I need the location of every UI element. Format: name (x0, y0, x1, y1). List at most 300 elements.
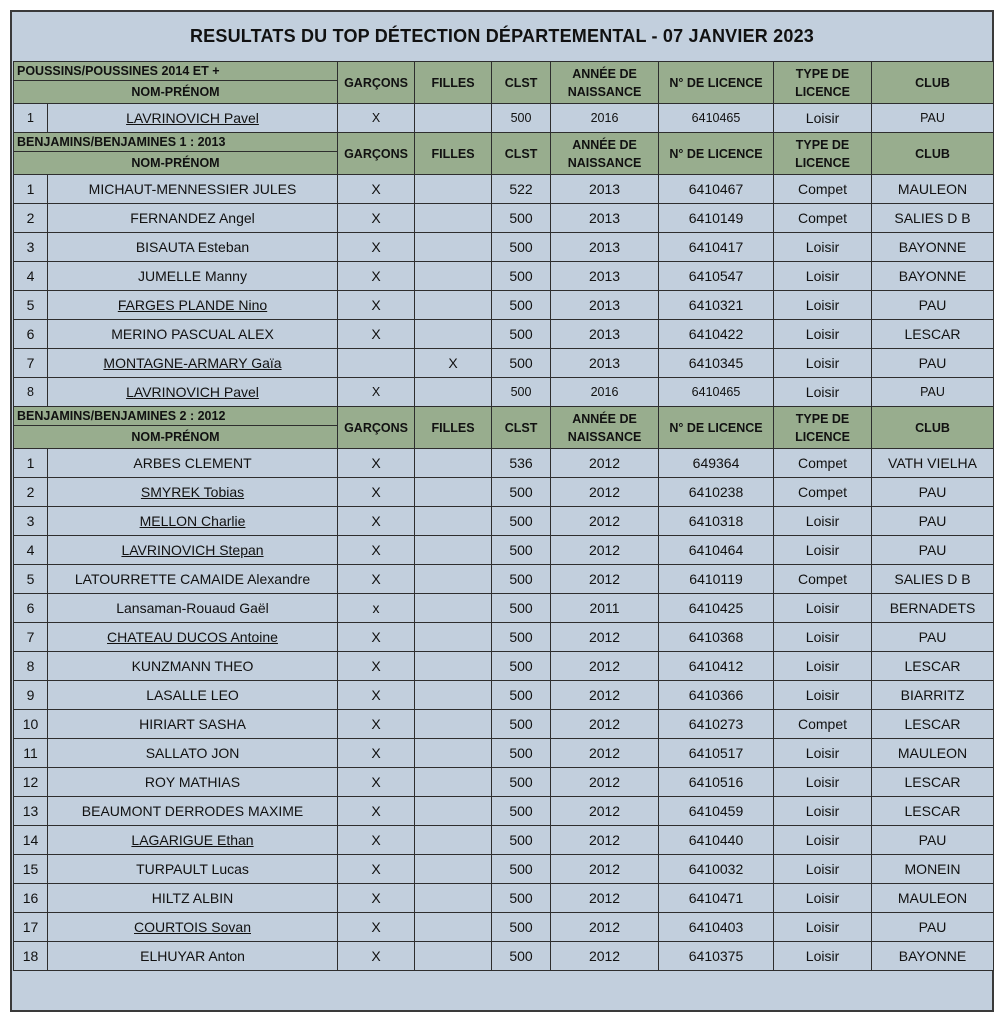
year-cell: 2012 (551, 884, 659, 913)
filles-cell (415, 291, 492, 320)
club-cell: LESCAR (872, 710, 994, 739)
col-header-filles: FILLES (415, 133, 492, 175)
year-cell: 2012 (551, 623, 659, 652)
year-cell: 2013 (551, 233, 659, 262)
col-header-garcons: GARÇONS (338, 133, 415, 175)
type-cell: Loisir (774, 913, 872, 942)
garcons-cell: X (338, 320, 415, 349)
garcons-cell: X (338, 378, 415, 407)
type-cell: Loisir (774, 378, 872, 407)
year-cell: 2012 (551, 739, 659, 768)
clst-cell: 500 (492, 233, 551, 262)
licence-cell: 6410375 (659, 942, 774, 971)
filles-cell (415, 739, 492, 768)
results-sheet (10, 10, 994, 1012)
table-row (14, 913, 994, 942)
clst-cell: 500 (492, 204, 551, 233)
licence-cell: 6410149 (659, 204, 774, 233)
club-cell: BIARRITZ (872, 681, 994, 710)
garcons-cell: X (338, 797, 415, 826)
club-cell: BAYONNE (872, 233, 994, 262)
year-cell: 2016 (551, 104, 659, 133)
category-label: POUSSINS/POUSSINES 2014 ET + (14, 62, 338, 81)
filles-cell (415, 942, 492, 971)
col-header-licence: N° DE LICENCE (659, 62, 774, 104)
licence-cell: 649364 (659, 449, 774, 478)
name-cell: MONTAGNE-ARMARY Gaïa (48, 349, 338, 378)
garcons-cell: X (338, 175, 415, 204)
clst-cell: 500 (492, 349, 551, 378)
rank-cell: 7 (14, 349, 48, 378)
garcons-cell: X (338, 739, 415, 768)
year-cell: 2012 (551, 478, 659, 507)
filles-cell (415, 855, 492, 884)
type-cell: Loisir (774, 739, 872, 768)
type-cell: Compet (774, 175, 872, 204)
filles-cell (415, 826, 492, 855)
licence-cell: 6410412 (659, 652, 774, 681)
table-row (14, 652, 994, 681)
club-cell: BERNADETS (872, 594, 994, 623)
garcons-cell: X (338, 536, 415, 565)
table-row (14, 204, 994, 233)
col-header-type-line-2: LICENCE (795, 155, 850, 170)
club-cell: BAYONNE (872, 262, 994, 291)
rank-cell: 14 (14, 826, 48, 855)
club-cell: PAU (872, 378, 994, 407)
club-cell: PAU (872, 507, 994, 536)
club-cell: MAULEON (872, 884, 994, 913)
col-header-nom: NOM-PRÉNOM (14, 426, 338, 449)
filles-cell (415, 768, 492, 797)
col-header-annee-line-2: NAISSANCE (567, 429, 642, 444)
type-cell: Loisir (774, 349, 872, 378)
clst-cell: 500 (492, 478, 551, 507)
rank-cell: 13 (14, 797, 48, 826)
licence-cell: 6410238 (659, 478, 774, 507)
licence-cell: 6410368 (659, 623, 774, 652)
filles-cell (415, 652, 492, 681)
type-cell: Loisir (774, 507, 872, 536)
licence-cell: 6410345 (659, 349, 774, 378)
table-row (14, 768, 994, 797)
clst-cell: 500 (492, 826, 551, 855)
licence-cell: 6410440 (659, 826, 774, 855)
club-cell: PAU (872, 826, 994, 855)
club-cell: MAULEON (872, 739, 994, 768)
club-cell: LESCAR (872, 768, 994, 797)
rank-cell: 5 (14, 291, 48, 320)
clst-cell: 500 (492, 884, 551, 913)
rank-cell: 12 (14, 768, 48, 797)
filles-cell (415, 175, 492, 204)
type-cell: Loisir (774, 826, 872, 855)
table-row (14, 175, 994, 204)
filles-cell (415, 449, 492, 478)
table-row (14, 449, 994, 478)
rank-cell: 1 (14, 175, 48, 204)
table-row (14, 710, 994, 739)
year-cell: 2013 (551, 349, 659, 378)
name-cell: ROY MATHIAS (48, 768, 338, 797)
year-cell: 2013 (551, 320, 659, 349)
name-cell: MERINO PASCUAL ALEX (48, 320, 338, 349)
filles-cell (415, 204, 492, 233)
name-cell: ARBES CLEMENT (48, 449, 338, 478)
table-row (14, 478, 994, 507)
filles-cell (415, 104, 492, 133)
garcons-cell: X (338, 913, 415, 942)
club-cell: PAU (872, 349, 994, 378)
col-header-type-line-1: TYPE DE (795, 137, 850, 152)
licence-cell: 6410464 (659, 536, 774, 565)
year-cell: 2013 (551, 175, 659, 204)
results-table-body (14, 62, 994, 971)
category-label: BENJAMINS/BENJAMINES 2 : 2012 (14, 407, 338, 426)
name-cell: LAGARIGUE Ethan (48, 826, 338, 855)
col-header-club: CLUB (872, 133, 994, 175)
garcons-cell: X (338, 233, 415, 262)
type-cell: Loisir (774, 594, 872, 623)
garcons-cell: X (338, 855, 415, 884)
name-cell: FARGES PLANDE Nino (48, 291, 338, 320)
licence-cell: 6410425 (659, 594, 774, 623)
type-cell: Loisir (774, 233, 872, 262)
clst-cell: 500 (492, 378, 551, 407)
type-cell: Loisir (774, 797, 872, 826)
rank-cell: 1 (14, 104, 48, 133)
col-header-type-line-2: LICENCE (795, 84, 850, 99)
table-row (14, 233, 994, 262)
name-cell: SALLATO JON (48, 739, 338, 768)
year-cell: 2012 (551, 826, 659, 855)
garcons-cell: X (338, 710, 415, 739)
col-header-garcons: GARÇONS (338, 62, 415, 104)
col-header-nom: NOM-PRÉNOM (14, 81, 338, 104)
rank-cell: 3 (14, 233, 48, 262)
table-row (14, 681, 994, 710)
rank-cell: 10 (14, 710, 48, 739)
club-cell: PAU (872, 536, 994, 565)
clst-cell: 500 (492, 291, 551, 320)
licence-cell: 6410547 (659, 262, 774, 291)
clst-cell: 500 (492, 768, 551, 797)
club-cell: PAU (872, 104, 994, 133)
garcons-cell: X (338, 768, 415, 797)
name-cell: LATOURRETTE CAMAIDE Alexandre (48, 565, 338, 594)
rank-cell: 5 (14, 565, 48, 594)
name-cell: TURPAULT Lucas (48, 855, 338, 884)
garcons-cell: X (338, 507, 415, 536)
licence-cell: 6410516 (659, 768, 774, 797)
name-cell: CHATEAU DUCOS Antoine (48, 623, 338, 652)
rank-cell: 2 (14, 204, 48, 233)
name-cell: HIRIART SASHA (48, 710, 338, 739)
year-cell: 2012 (551, 681, 659, 710)
licence-cell: 6410119 (659, 565, 774, 594)
club-cell: SALIES D B (872, 204, 994, 233)
clst-cell: 500 (492, 320, 551, 349)
col-header-club: CLUB (872, 407, 994, 449)
col-header-annee-line-2: NAISSANCE (567, 84, 642, 99)
col-header-filles: FILLES (415, 62, 492, 104)
rank-cell: 3 (14, 507, 48, 536)
clst-cell: 500 (492, 739, 551, 768)
licence-cell: 6410459 (659, 797, 774, 826)
rank-cell: 6 (14, 320, 48, 349)
licence-cell: 6410417 (659, 233, 774, 262)
filles-cell (415, 681, 492, 710)
club-cell: LESCAR (872, 320, 994, 349)
filles-cell (415, 565, 492, 594)
col-header-annee-line-2: NAISSANCE (567, 155, 642, 170)
col-header-clst: CLST (492, 133, 551, 175)
rank-cell: 15 (14, 855, 48, 884)
filles-cell (415, 710, 492, 739)
col-header-annee-line-1: ANNÉE DE (572, 137, 637, 152)
name-cell: MELLON Charlie (48, 507, 338, 536)
name-cell: LAVRINOVICH Pavel (48, 378, 338, 407)
clst-cell: 500 (492, 262, 551, 291)
col-header-type (774, 407, 872, 449)
page-title: RESULTATS DU TOP DÉTECTION DÉPARTEMENTAL - 07 JANVIER 2023 (189, 26, 815, 46)
col-header-licence: N° DE LICENCE (659, 407, 774, 449)
type-cell: Compet (774, 710, 872, 739)
col-header-annee-line-1: ANNÉE DE (572, 66, 637, 81)
name-cell: COURTOIS Sovan (48, 913, 338, 942)
filles-cell: X (415, 349, 492, 378)
table-row (14, 349, 994, 378)
name-cell: FERNANDEZ Angel (48, 204, 338, 233)
col-header-annee (551, 62, 659, 104)
licence-cell: 6410467 (659, 175, 774, 204)
rank-cell: 2 (14, 478, 48, 507)
rank-cell: 17 (14, 913, 48, 942)
type-cell: Loisir (774, 942, 872, 971)
licence-cell: 6410465 (659, 378, 774, 407)
clst-cell: 536 (492, 449, 551, 478)
type-cell: Compet (774, 204, 872, 233)
col-header-clst: CLST (492, 407, 551, 449)
name-cell: JUMELLE Manny (48, 262, 338, 291)
clst-cell: 500 (492, 681, 551, 710)
licence-cell: 6410471 (659, 884, 774, 913)
name-cell: LAVRINOVICH Pavel (48, 104, 338, 133)
section-header-row (14, 133, 994, 152)
col-header-licence: N° DE LICENCE (659, 133, 774, 175)
clst-cell: 500 (492, 797, 551, 826)
licence-cell: 6410517 (659, 739, 774, 768)
year-cell: 2013 (551, 204, 659, 233)
table-row (14, 797, 994, 826)
clst-cell: 500 (492, 594, 551, 623)
licence-cell: 6410366 (659, 681, 774, 710)
rank-cell: 7 (14, 623, 48, 652)
club-cell: PAU (872, 478, 994, 507)
name-cell: LAVRINOVICH Stepan (48, 536, 338, 565)
col-header-clst: CLST (492, 62, 551, 104)
rank-cell: 18 (14, 942, 48, 971)
filles-cell (415, 536, 492, 565)
clst-cell: 500 (492, 710, 551, 739)
type-cell: Loisir (774, 104, 872, 133)
club-cell: VATH VIELHA (872, 449, 994, 478)
year-cell: 2012 (551, 913, 659, 942)
garcons-cell: X (338, 262, 415, 291)
filles-cell (415, 594, 492, 623)
col-header-annee (551, 133, 659, 175)
filles-cell (415, 884, 492, 913)
name-cell: LASALLE LEO (48, 681, 338, 710)
table-row (14, 826, 994, 855)
table-row (14, 507, 994, 536)
clst-cell: 522 (492, 175, 551, 204)
col-header-type (774, 62, 872, 104)
clst-cell: 500 (492, 536, 551, 565)
table-row (14, 104, 994, 133)
type-cell: Loisir (774, 536, 872, 565)
year-cell: 2012 (551, 565, 659, 594)
type-cell: Loisir (774, 320, 872, 349)
year-cell: 2013 (551, 262, 659, 291)
col-header-type-line-1: TYPE DE (795, 66, 850, 81)
club-cell: BAYONNE (872, 942, 994, 971)
licence-cell: 6410318 (659, 507, 774, 536)
results-table (13, 61, 994, 971)
garcons-cell: X (338, 291, 415, 320)
clst-cell: 500 (492, 855, 551, 884)
name-cell: ELHUYAR Anton (48, 942, 338, 971)
name-cell: SMYREK Tobias (48, 478, 338, 507)
col-header-type-line-2: LICENCE (795, 429, 850, 444)
type-cell: Loisir (774, 291, 872, 320)
rank-cell: 9 (14, 681, 48, 710)
rank-cell: 1 (14, 449, 48, 478)
table-row (14, 623, 994, 652)
filles-cell (415, 797, 492, 826)
year-cell: 2012 (551, 652, 659, 681)
year-cell: 2013 (551, 291, 659, 320)
garcons-cell: X (338, 449, 415, 478)
type-cell: Loisir (774, 652, 872, 681)
filles-cell (415, 233, 492, 262)
club-cell: MAULEON (872, 175, 994, 204)
type-cell: Loisir (774, 623, 872, 652)
garcons-cell: X (338, 884, 415, 913)
col-header-type (774, 133, 872, 175)
rank-cell: 16 (14, 884, 48, 913)
year-cell: 2011 (551, 594, 659, 623)
clst-cell: 500 (492, 623, 551, 652)
clst-cell: 500 (492, 652, 551, 681)
filles-cell (415, 378, 492, 407)
clst-cell: 500 (492, 913, 551, 942)
garcons-cell: X (338, 652, 415, 681)
table-row (14, 536, 994, 565)
year-cell: 2016 (551, 378, 659, 407)
col-header-annee-line-1: ANNÉE DE (572, 411, 637, 426)
garcons-cell: x (338, 594, 415, 623)
section-header-row (14, 407, 994, 426)
name-cell: KUNZMANN THEO (48, 652, 338, 681)
clst-cell: 500 (492, 942, 551, 971)
name-cell: MICHAUT-MENNESSIER JULES (48, 175, 338, 204)
garcons-cell: X (338, 942, 415, 971)
name-cell: HILTZ ALBIN (48, 884, 338, 913)
garcons-cell: X (338, 478, 415, 507)
licence-cell: 6410321 (659, 291, 774, 320)
rank-cell: 4 (14, 262, 48, 291)
table-row (14, 378, 994, 407)
filles-cell (415, 478, 492, 507)
licence-cell: 6410422 (659, 320, 774, 349)
clst-cell: 500 (492, 104, 551, 133)
club-cell: LESCAR (872, 797, 994, 826)
club-cell: SALIES D B (872, 565, 994, 594)
table-row (14, 594, 994, 623)
rank-cell: 11 (14, 739, 48, 768)
year-cell: 2012 (551, 536, 659, 565)
type-cell: Loisir (774, 262, 872, 291)
table-row (14, 942, 994, 971)
rank-cell: 6 (14, 594, 48, 623)
name-cell: BISAUTA Esteban (48, 233, 338, 262)
filles-cell (415, 623, 492, 652)
garcons-cell: X (338, 826, 415, 855)
type-cell: Loisir (774, 884, 872, 913)
type-cell: Loisir (774, 855, 872, 884)
rank-cell: 4 (14, 536, 48, 565)
type-cell: Compet (774, 478, 872, 507)
club-cell: LESCAR (872, 652, 994, 681)
filles-cell (415, 320, 492, 349)
name-cell: BEAUMONT DERRODES MAXIME (48, 797, 338, 826)
club-cell: PAU (872, 913, 994, 942)
type-cell: Loisir (774, 681, 872, 710)
col-header-annee (551, 407, 659, 449)
table-row (14, 884, 994, 913)
col-header-nom: NOM-PRÉNOM (14, 152, 338, 175)
col-header-club: CLUB (872, 62, 994, 104)
garcons-cell: X (338, 204, 415, 233)
col-header-type-line-1: TYPE DE (795, 411, 850, 426)
filles-cell (415, 262, 492, 291)
year-cell: 2012 (551, 507, 659, 536)
year-cell: 2012 (551, 710, 659, 739)
col-header-garcons: GARÇONS (338, 407, 415, 449)
licence-cell: 6410273 (659, 710, 774, 739)
year-cell: 2012 (551, 768, 659, 797)
garcons-cell (338, 349, 415, 378)
table-row (14, 291, 994, 320)
licence-cell: 6410465 (659, 104, 774, 133)
year-cell: 2012 (551, 797, 659, 826)
table-row (14, 262, 994, 291)
rank-cell: 8 (14, 652, 48, 681)
table-row (14, 739, 994, 768)
table-row (14, 855, 994, 884)
garcons-cell: X (338, 565, 415, 594)
garcons-cell: X (338, 681, 415, 710)
club-cell: PAU (872, 291, 994, 320)
garcons-cell: X (338, 104, 415, 133)
type-cell: Compet (774, 449, 872, 478)
name-cell: Lansaman-Rouaud Gaël (48, 594, 338, 623)
club-cell: PAU (872, 623, 994, 652)
filles-cell (415, 507, 492, 536)
garcons-cell: X (338, 623, 415, 652)
clst-cell: 500 (492, 507, 551, 536)
